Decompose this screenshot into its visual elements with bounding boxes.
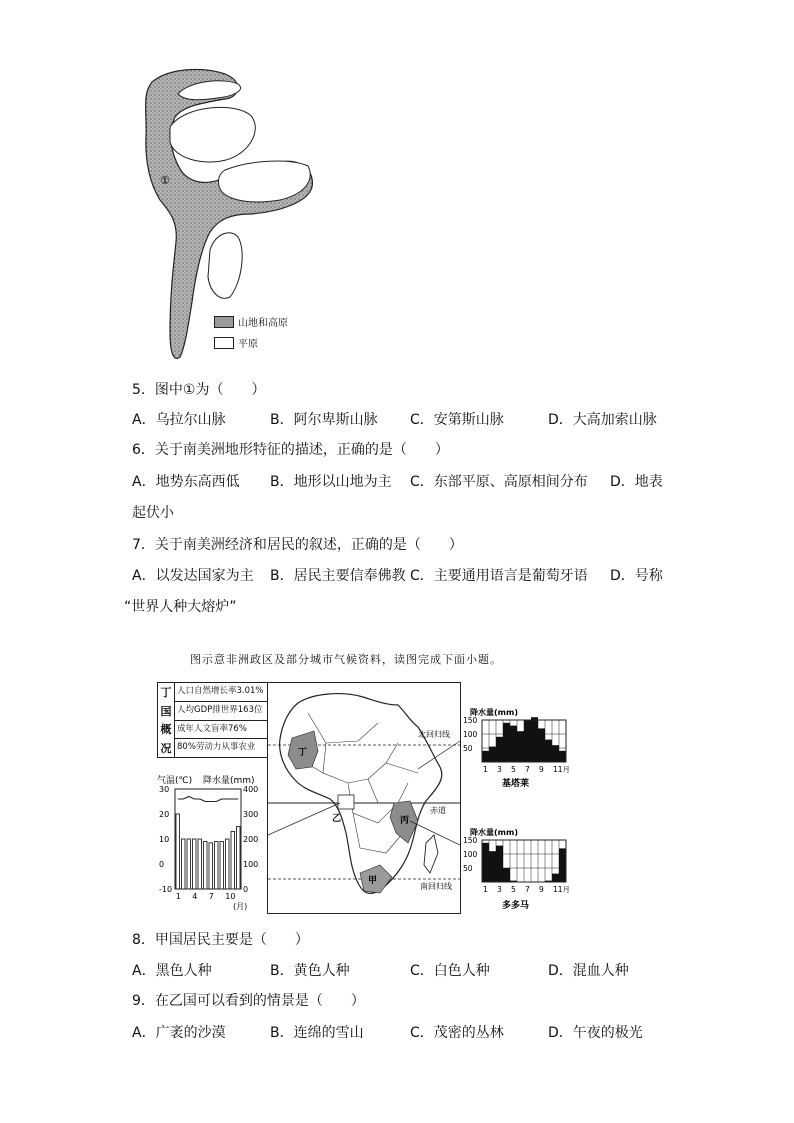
precip-bar: [193, 839, 197, 889]
precip-bar: [209, 843, 213, 889]
month-tick-label: 1: [483, 765, 488, 774]
precip-bar: [215, 842, 219, 890]
precip-bar: [489, 851, 496, 882]
month-unit-label: (月): [233, 902, 248, 911]
month-tick-label: 3: [497, 885, 502, 894]
legend-label: 平原: [238, 339, 258, 350]
climate-chart-left: [157, 773, 269, 913]
legend-item-mountain: [214, 314, 288, 329]
temp-tick-label: -10: [159, 885, 173, 894]
plain-bottom: [208, 233, 242, 298]
q7-option-c[interactable]: C．主要通用语言是葡萄牙语: [410, 568, 588, 584]
q6-option-a[interactable]: A．地势东高西低: [132, 474, 240, 490]
climate-left-svg: [157, 773, 269, 913]
legend-item-plain: [214, 335, 288, 350]
question-7-stem: 7．关于南美洲经济和居民的叙述，正确的是（ ）: [132, 537, 463, 553]
plain-large: [170, 107, 255, 162]
month-tick-label: 9: [539, 765, 544, 774]
legend-swatch-mountain: [214, 316, 234, 328]
q6-option-c[interactable]: C．东部平原、高原相间分布: [410, 474, 588, 490]
precip-tick-label: 50: [463, 744, 473, 753]
precip-bar: [524, 720, 531, 762]
precip-bar: [482, 843, 489, 882]
question-6-stem: 6．关于南美洲地形特征的描述，正确的是（ ）: [132, 442, 449, 458]
q9-option-b[interactable]: B．连绵的雪山: [270, 1025, 364, 1041]
label-jia: 甲: [368, 876, 378, 886]
question-8-stem: 8．甲国居民主要是（ ）: [132, 932, 309, 948]
precip-tick-label: 400: [243, 785, 259, 794]
q7-option-d[interactable]: D．号称: [610, 568, 663, 584]
precip-tick-label: 200: [243, 835, 259, 844]
side-char: 况: [160, 741, 172, 755]
question-5-stem: 5．图中①为（ ）: [132, 382, 266, 398]
side-char: 丁: [160, 686, 172, 700]
label-bing: 丙: [400, 816, 410, 826]
precip-bar: [226, 839, 230, 889]
precip-bar: [559, 848, 566, 882]
q5-option-b[interactable]: B．阿尔卑斯山脉: [270, 412, 378, 428]
q6-option-d[interactable]: D．地表: [610, 474, 663, 490]
map1-marker: ①: [160, 174, 170, 187]
precip-bar: [187, 839, 191, 889]
month-tick-label: 11月: [553, 885, 571, 894]
q7-option-d-continuation: “世界人种大熔炉”: [124, 599, 237, 615]
temp-tick-label: 20: [159, 810, 170, 819]
precip-bar: [489, 747, 496, 762]
month-tick-label: 11月: [553, 765, 571, 774]
label-ding: 丁: [298, 748, 308, 758]
temp-tick-label: 0: [159, 860, 165, 869]
ding-side-title: [158, 683, 175, 757]
madagascar: [424, 835, 438, 873]
precip-tick-label: 100: [463, 730, 478, 739]
precip-tick-label: 100: [243, 860, 259, 869]
dodoma-ylabel: 降水量(mm): [470, 828, 518, 837]
kitale-svg: [462, 706, 572, 790]
precip-axis-label: 降水量(mm): [203, 776, 255, 786]
precip-tick-label: 150: [463, 716, 478, 725]
country-yi-box: [338, 795, 354, 809]
q9-option-d[interactable]: D．午夜的极光: [548, 1025, 643, 1041]
precip-tick-label: 0: [243, 885, 249, 894]
ding-rows: [175, 683, 268, 757]
dodoma-city-name: 多多马: [502, 901, 530, 911]
month-tick-label: 7: [525, 765, 530, 774]
precip-tick-label: 150: [463, 836, 478, 845]
q7-option-a[interactable]: A．以发达国家为主: [132, 568, 254, 584]
figure2-caption: 图示意非洲政区及部分城市气候资料，读图完成下面小题。: [190, 653, 502, 666]
precip-bar: [496, 846, 503, 882]
q6-option-b[interactable]: B．地形以山地为主: [270, 474, 392, 490]
label-north-tropic: 北回归线: [418, 730, 450, 739]
map1-legend: [214, 314, 288, 350]
question-9-stem: 9．在乙国可以看到的情景是（ ）: [132, 993, 365, 1009]
ding-row: 成年人文盲率76%: [175, 721, 268, 740]
precip-bar: [531, 717, 538, 762]
label-yi: 乙: [332, 814, 342, 824]
legend-label: 山地和高原: [238, 318, 288, 329]
precip-bar: [182, 839, 186, 889]
ding-row: 人均GDP排世界163位: [175, 702, 268, 721]
precip-bar: [545, 740, 552, 762]
leader-line-left: [268, 803, 340, 835]
label-equator: 赤道: [430, 806, 446, 815]
q5-option-c[interactable]: C．安第斯山脉: [410, 412, 504, 428]
q8-option-a[interactable]: A．黑色人种: [132, 963, 212, 979]
q8-option-d[interactable]: D．混血人种: [548, 963, 629, 979]
kitale-city-name: 基塔莱: [502, 779, 530, 789]
precip-bar: [496, 737, 503, 762]
legend-swatch-plain: [214, 337, 234, 349]
month-tick-label: 7: [525, 885, 530, 894]
month-tick-label: 9: [539, 885, 544, 894]
precip-tick-label: 300: [243, 810, 259, 819]
month-tick-label: 5: [511, 765, 516, 774]
dodoma-svg: [462, 826, 572, 912]
precip-bar: [220, 842, 224, 890]
ding-row: 80%劳动力从事农业: [177, 742, 256, 753]
side-char: 概: [160, 723, 172, 737]
africa-outline: [280, 694, 442, 894]
q7-option-b[interactable]: B．居民主要信奉佛教: [270, 568, 406, 584]
precip-bar: [503, 868, 510, 882]
precip-tick-label: 100: [463, 850, 478, 859]
africa-map-svg: [268, 683, 460, 913]
precip-bar: [552, 874, 559, 882]
side-char: 国: [160, 704, 172, 718]
climate-chart-dodoma: [462, 826, 572, 912]
kitale-ylabel: 降水量(mm): [470, 708, 518, 717]
q5-option-d[interactable]: D．大高加索山脉: [548, 412, 657, 428]
q6-option-d-continuation: 起伏小: [132, 505, 174, 521]
ding-row: 人口自然增长率3.01%: [175, 683, 268, 702]
precip-bar: [482, 751, 489, 762]
month-tick-label: 1: [483, 885, 488, 894]
month-tick-label: 5: [511, 885, 516, 894]
q8-option-b[interactable]: B．黄色人种: [270, 963, 350, 979]
precip-bar: [559, 751, 566, 762]
precip-bar: [204, 842, 208, 890]
temperature-line: [178, 797, 239, 802]
precip-bar: [176, 814, 180, 889]
month-tick-label: 4: [192, 892, 198, 901]
precip-tick-label: 50: [463, 864, 473, 873]
precip-bar: [231, 832, 235, 890]
q8-option-c[interactable]: C．白色人种: [410, 963, 490, 979]
ding-overview-box: [157, 682, 269, 758]
label-south-tropic: 南回归线: [420, 882, 452, 891]
month-tick-label: 3: [497, 765, 502, 774]
climate-chart-kitale: [462, 706, 572, 790]
precip-bar: [552, 745, 559, 762]
temp-axis-label: 气温(℃): [157, 776, 193, 786]
precip-bar: [237, 827, 241, 890]
precip-bar: [198, 839, 202, 889]
africa-map: [267, 682, 461, 914]
temp-tick-label: 30: [159, 785, 170, 794]
map1-figure: [130, 62, 320, 362]
month-tick-label: 1: [175, 892, 181, 901]
temp-tick-label: 10: [159, 835, 170, 844]
q5-option-a[interactable]: A．乌拉尔山脉: [132, 412, 226, 428]
month-tick-label: 7: [208, 892, 214, 901]
month-tick-label: 10: [225, 892, 236, 901]
q9-option-a[interactable]: A．广袤的沙漠: [132, 1025, 226, 1041]
precip-bar: [503, 723, 510, 762]
precip-bar: [517, 731, 524, 762]
precip-bar: [510, 726, 517, 762]
q9-option-c[interactable]: C．茂密的丛林: [410, 1025, 504, 1041]
precip-bar: [538, 728, 545, 762]
